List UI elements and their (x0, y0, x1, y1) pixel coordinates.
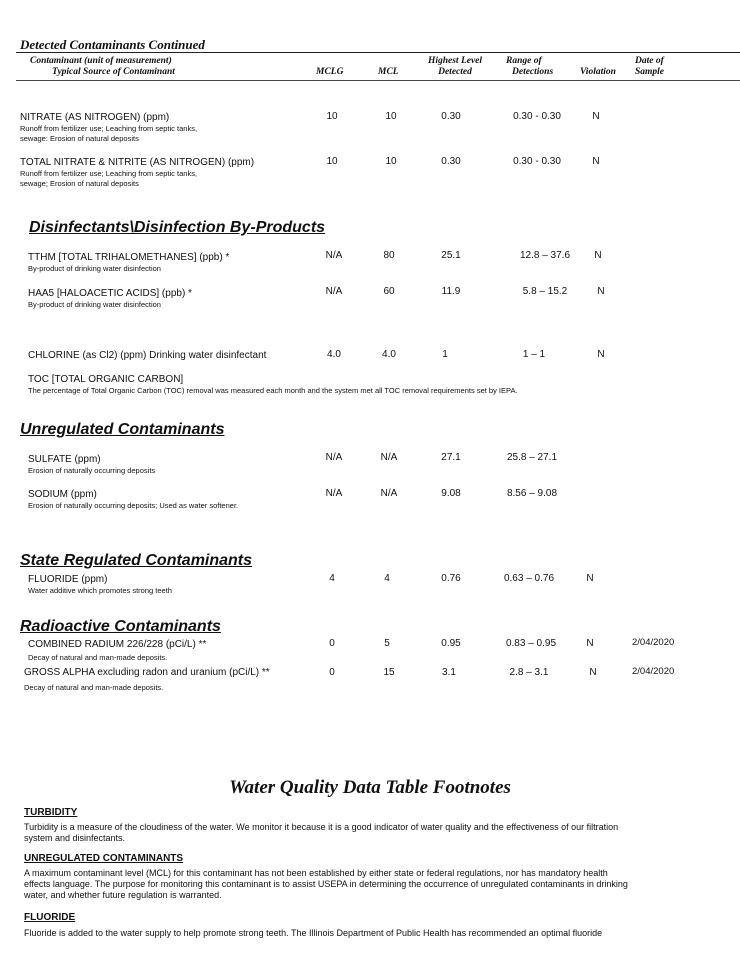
footnote-fluoride-text: Fluoride is added to the water supply to help promote strong teeth. The Illinois Department of Public Health has recommended an optimal fluoride (24, 928, 603, 938)
row-tthm-range: 12.8 – 37.6 (519, 250, 571, 261)
section-state-regulated: State Regulated Contaminants (20, 552, 253, 569)
row-tthm-mclg: N/A (325, 250, 343, 261)
row-tthm-source: By-product of drinking water disinfection (28, 264, 161, 273)
row-toc-name: TOC [TOTAL ORGANIC CARBON] (28, 374, 184, 385)
row-sulfate-highest: 27.1 (441, 452, 461, 463)
row-radium-date: 2/04/2020 (632, 637, 675, 648)
row-sodium-range: 8.56 – 9.08 (506, 488, 558, 499)
row-tthm-name: TTHM [TOTAL TRIHALOMETHANES] (ppb) * (28, 252, 230, 263)
row-fluoride-violation: N (586, 573, 594, 584)
row-fluoride-mclg: 4 (329, 573, 335, 584)
row-nitrite-mcl: 10 (385, 156, 397, 167)
header-rule-top (16, 52, 740, 53)
row-radium-mcl: 5 (384, 638, 390, 649)
row-alpha-date: 2/04/2020 (632, 666, 675, 677)
row-tthm-mcl: 80 (383, 250, 395, 261)
row-sulfate-name: SULFATE (ppm) (28, 454, 101, 465)
row-haa5-mclg: N/A (325, 286, 343, 297)
row-chlorine-highest: 1 (442, 349, 448, 360)
row-nitrite-violation: N (592, 156, 600, 167)
row-sodium-source: Erosion of naturally occurring deposits; Used as water softener. (28, 501, 239, 510)
row-nitrate-mclg: 10 (326, 111, 338, 122)
row-toc-note: The percentage of Total Organic Carbon (TOC) removal was measured each month and the system met all TOC removal requirements set by IEPA. (28, 386, 518, 395)
row-alpha-violation: N (589, 667, 597, 678)
section-unregulated: Unregulated Contaminants (20, 421, 225, 438)
row-radium-range: 0.83 – 0.95 (505, 638, 557, 649)
col-violation-header: Violation (580, 67, 616, 77)
col-mcl-header: MCL (378, 67, 399, 77)
row-alpha-range: 2.8 – 3.1 (509, 667, 549, 678)
row-radium-name: COMBINED RADIUM 226/228 (pCi/L) ** (28, 639, 207, 650)
row-radium-source: Decay of natural and man-made deposits. (28, 653, 168, 662)
row-chlorine-name: CHLORINE (as Cl2) (ppm) Drinking water disinfectant (28, 350, 267, 361)
row-nitrate-highest: 0.30 (441, 111, 461, 122)
row-fluoride-highest: 0.76 (441, 573, 461, 584)
row-haa5-range: 5.8 – 15.2 (522, 286, 568, 297)
row-nitrate-source: Runoff from fertilizer use; Leaching from septic tanks, sewage: Erosion of natural deposits (20, 124, 198, 143)
footnote-unregulated-text: A maximum contaminant level (MCL) for this contaminant has not been established by either state or federal regulations, nor has mandatory health effects language. The purpose for monitoring this contaminant is to assist USEPA in determining the occurrence of unregulated contaminants in drinking water, and whether future regulation is warranted. (24, 868, 628, 900)
row-haa5-highest: 11.9 (441, 286, 461, 297)
col-range-header: Range of Detections (506, 56, 554, 77)
page-title: Detected Contaminants Continued (20, 37, 205, 52)
row-nitrate-violation: N (592, 111, 600, 122)
row-nitrite-range: 0.30 - 0.30 (513, 156, 561, 167)
footnote-unregulated-heading: UNREGULATED CONTAMINANTS (24, 853, 184, 864)
row-nitrite-name: TOTAL NITRATE & NITRITE (AS NITROGEN) (ppm) (20, 157, 255, 168)
row-alpha-mcl: 15 (383, 667, 395, 678)
row-nitrite-highest: 0.30 (441, 156, 461, 167)
footnote-turbidity-heading: TURBIDITY (24, 807, 78, 818)
col-contaminant-header: Contaminant (unit of measurement) (30, 56, 172, 66)
row-radium-mclg: 0 (329, 638, 335, 649)
row-nitrite-source: Runoff from fertilizer use; Leaching from septic tanks, sewage; Erosion of natural deposits (20, 169, 198, 188)
row-radium-violation: N (586, 638, 594, 649)
header-rule-bottom (16, 80, 740, 81)
row-haa5-name: HAA5 [HALOACETIC ACIDS] (ppb) * (28, 288, 192, 299)
row-haa5-mcl: 60 (383, 286, 395, 297)
col-date-header: Date of Sample (635, 56, 665, 77)
row-fluoride-range: 0.63 – 0.76 (503, 573, 555, 584)
row-haa5-violation: N (597, 286, 605, 297)
row-alpha-source: Decay of natural and man-made deposits. (24, 683, 164, 692)
row-chlorine-mcl: 4.0 (382, 349, 396, 360)
row-sodium-mclg: N/A (325, 488, 343, 499)
row-alpha-mclg: 0 (329, 667, 335, 678)
col-source-header: Typical Source of Contaminant (52, 67, 175, 77)
footnote-fluoride-heading: FLUORIDE (24, 912, 76, 923)
row-tthm-highest: 25.1 (441, 250, 461, 261)
row-fluoride-name: FLUORIDE (ppm) (28, 574, 108, 585)
row-sulfate-source: Erosion of naturally occurring deposits (28, 466, 156, 475)
row-tthm-violation: N (594, 250, 602, 261)
row-radium-highest: 0.95 (441, 638, 461, 649)
row-nitrate-range: 0.30 - 0.30 (513, 111, 561, 122)
row-chlorine-range: 1 – 1 (522, 349, 546, 360)
row-fluoride-source: Water additive which promotes strong teeth (28, 586, 172, 595)
row-chlorine-mclg: 4.0 (327, 349, 341, 360)
col-mclg-header: MCLG (316, 67, 344, 77)
row-nitrate-name: NITRATE (AS NITROGEN) (ppm) (20, 112, 170, 123)
row-chlorine-violation: N (597, 349, 605, 360)
section-radioactive: Radioactive Contaminants (20, 618, 221, 635)
row-sulfate-mcl: N/A (380, 452, 398, 463)
section-disinfectants: Disinfectants\Disinfection By-Products (29, 219, 326, 236)
footnote-turbidity-text: Turbidity is a measure of the cloudiness of the water. We monitor it because it is a good indicator of water quality and the effectiveness of our filtration system and disinfectants. (24, 822, 619, 843)
row-sulfate-range: 25.8 – 27.1 (506, 452, 558, 463)
row-haa5-source: By-product of drinking water disinfection (28, 300, 161, 309)
col-highest-header: Highest Level Detected (427, 56, 483, 77)
row-nitrite-mclg: 10 (326, 156, 338, 167)
row-fluoride-mcl: 4 (384, 573, 390, 584)
footnotes-title: Water Quality Data Table Footnotes (229, 777, 511, 798)
row-sodium-mcl: N/A (380, 488, 398, 499)
row-nitrate-mcl: 10 (385, 111, 397, 122)
row-sodium-name: SODIUM (ppm) (28, 489, 97, 500)
row-alpha-name: GROSS ALPHA excluding radon and uranium (pCi/L) ** (24, 667, 270, 678)
row-sulfate-mclg: N/A (325, 452, 343, 463)
row-alpha-highest: 3.1 (442, 667, 456, 678)
row-sodium-highest: 9.08 (441, 488, 461, 499)
